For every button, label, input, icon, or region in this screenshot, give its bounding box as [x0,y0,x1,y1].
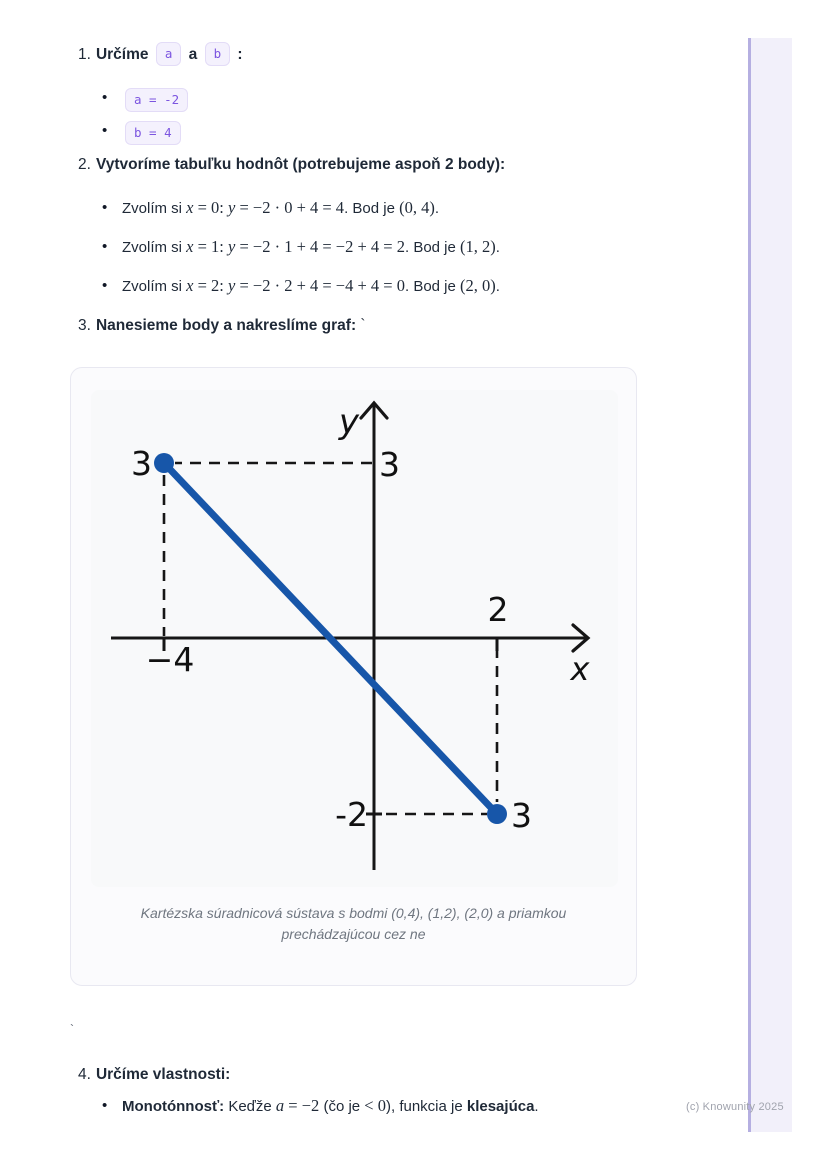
watermark: (c) Knowunity 2025 [686,1101,784,1113]
list-item [78,198,828,219]
text-segment-bold: klesajúca [466,1098,535,1115]
graph-card [70,367,637,986]
coordinate-graph-image [91,390,618,887]
label-y-minus2: -2 [335,795,368,834]
text-segment-var: y [228,237,236,256]
section-1-bullet-list [78,88,828,145]
text-segment-math: = −2 · 0 + 4 = 4 [235,198,345,217]
text-segment-var: x [186,198,194,217]
text-segment-bold: : [233,46,243,63]
list-item [78,276,828,297]
section-1-number: 1. [78,46,91,63]
text-segment-badge: b [205,42,231,66]
label-point2: 3 [511,796,532,835]
section-3-number: 3. [78,317,91,334]
section-4-number: 4. [78,1066,91,1083]
text-segment-text: Zvolím si [122,278,187,295]
figure-caption-line1: Kartézska súradnicová sústava s bodmi (0,4), (1,2), (2,0) a priamkou [140,905,567,921]
text-segment-text: Keďže [224,1098,276,1115]
text-segment-text: . Bod je [404,278,461,295]
text-segment-bold: a [184,46,202,63]
right-margin-highlight-bar [748,38,792,1132]
text-segment-math: < 0 [364,1096,386,1115]
text-segment-text: (čo je [319,1098,365,1115]
section-2-bullet-list [78,198,828,297]
text-segment-math: (2, 0) [460,276,496,295]
text-segment-bold: Nanesieme body a nakreslíme graf: [95,317,361,334]
y-axis-label: y [338,402,359,442]
text-segment-badge: a [156,42,182,66]
figure-caption [91,903,616,945]
text-segment-var: x [186,276,194,295]
text-segment-text: Zvolím si [122,239,187,256]
list-item [78,121,828,145]
text-segment-badge: a = -2 [125,88,188,112]
section-2-number: 2. [78,156,91,173]
text-segment-text: ` [360,317,366,334]
text-segment-var: a [275,1096,285,1115]
text-segment-var: y [228,198,236,217]
list-item [78,88,828,112]
text-segment-math: (0, 4) [399,198,435,217]
section-1-heading [78,42,828,66]
section-1-title [96,46,243,63]
data-point-1 [154,453,174,473]
text-segment-math: = 2: [193,276,229,295]
text-segment-bold: Monotónnosť: [122,1098,225,1115]
text-segment-var: x [186,237,194,256]
section-3-heading [78,315,828,337]
text-segment-math: = 1: [193,237,229,256]
section-2-title [96,156,505,173]
text-segment-math: = −2 · 2 + 4 = −4 + 4 = 0 [235,276,405,295]
text-segment-math: (1, 2) [460,237,496,256]
section-4-title [96,1066,230,1083]
text-segment-var: y [228,276,236,295]
section-2-heading [78,154,828,176]
text-segment-text: . [495,239,500,256]
text-segment-bold: Určíme [95,46,153,63]
label-y3: 3 [379,445,400,484]
text-segment-math: = −2 · 1 + 4 = −2 + 4 = 2 [235,237,405,256]
section-3-title [96,317,366,334]
x-axis-label: x [570,650,590,688]
coordinate-graph [91,390,618,887]
text-segment-text: . Bod je [404,239,461,256]
section-4-heading [78,1064,828,1086]
text-segment-text: Zvolím si [122,200,187,217]
text-segment-text: . Bod je [344,200,400,217]
text-segment-math: = −2 [284,1096,320,1115]
stray-backtick: ` [70,1022,74,1036]
text-segment-badge: b = 4 [125,121,181,145]
text-segment-text: ), funkcia je [385,1098,467,1115]
label-x2: 2 [487,590,509,629]
text-segment-bold: Určíme vlastnosti: [95,1066,231,1083]
list-item [78,237,828,258]
text-segment-text: . [534,1098,539,1115]
text-segment-math: = 0: [193,198,229,217]
label-x-minus4: −4 [145,640,195,679]
figure-caption-line2: prechádzajúcou cez ne [281,926,426,942]
data-point-2 [487,804,507,824]
text-segment-bold: Vytvoríme tabuľku hodnôt (potrebujeme aspoň 2 body): [95,156,506,173]
label-point1: 3 [131,444,152,483]
text-segment-text: . [495,278,500,295]
text-segment-text: . [434,200,440,217]
